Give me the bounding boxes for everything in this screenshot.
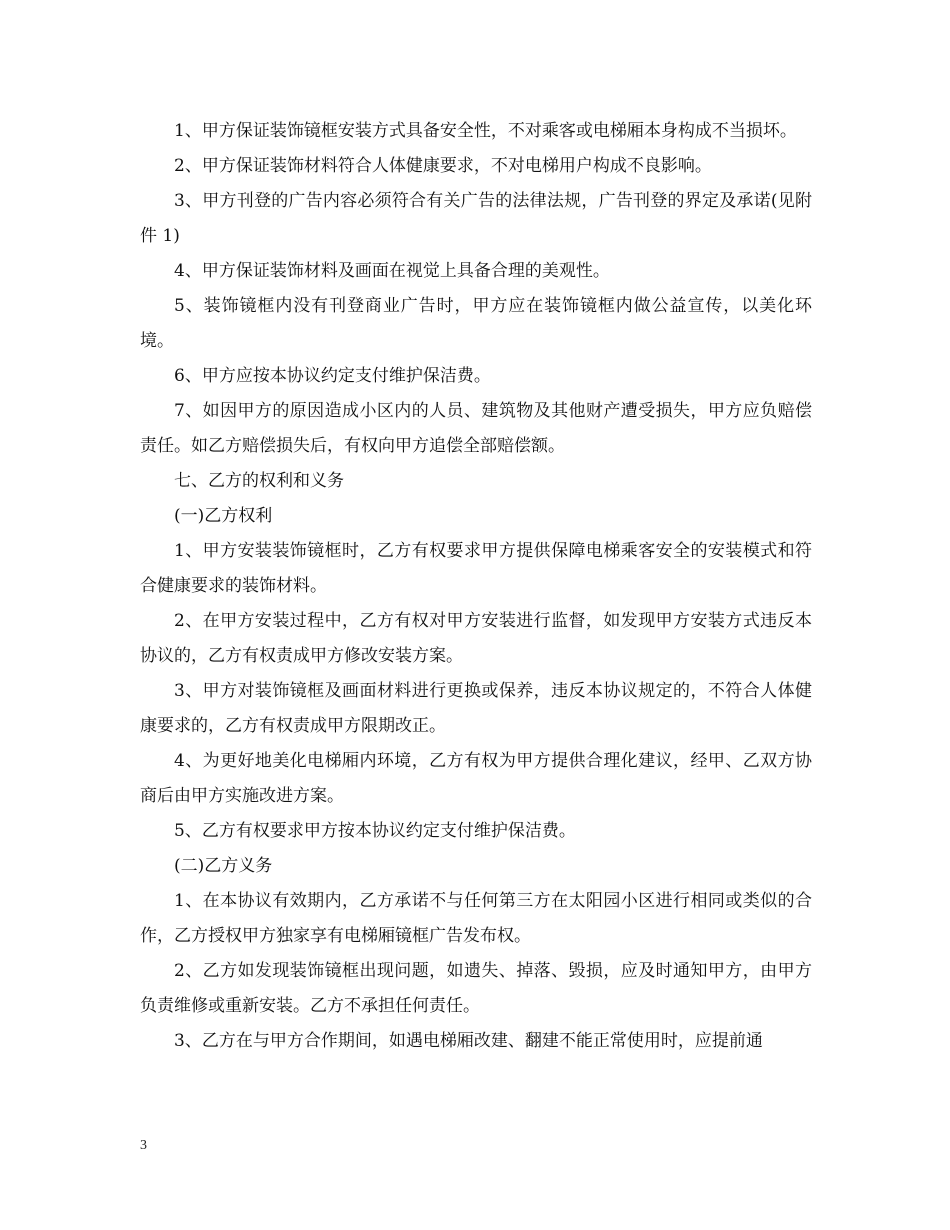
paragraph: 1、在本协议有效期内，乙方承诺不与任何第三方在太阳园小区进行相同或类似的合作，乙方授权甲方独家享有电梯厢镜框广告发布权。 <box>140 891 812 946</box>
paragraph: 4、为更好地美化电梯厢内环境，乙方有权为甲方提供合理化建议，经甲、乙双方协商后由甲方实施改进方案。 <box>140 751 812 806</box>
paragraph: 2、在甲方安装过程中，乙方有权对甲方安装进行监督，如发现甲方安装方式违反本协议的，乙方有权责成甲方修改安装方案。 <box>140 611 812 666</box>
paragraph: 3、甲方刊登的广告内容必须符合有关广告的法律法规，广告刊登的界定及承诺(见附件 1) <box>140 191 812 246</box>
page-number: 3 <box>140 1138 147 1153</box>
paragraph: 6、甲方应按本协议约定支付维护保洁费。 <box>174 366 491 386</box>
paragraph: 5、乙方有权要求甲方按本协议约定支付维护保洁费。 <box>174 821 576 841</box>
paragraph: 1、甲方安装装饰镜框时，乙方有权要求甲方提供保障电梯乘客安全的安装模式和符合健康要求的装饰材料。 <box>140 541 812 596</box>
paragraph: 3、甲方对装饰镜框及画面材料进行更换或保养，违反本协议规定的，不符合人体健康要求的，乙方有权责成甲方限期改正。 <box>140 681 812 736</box>
subsection-heading: (二)乙方义务 <box>174 856 273 876</box>
paragraph: 2、乙方如发现装饰镜框出现问题，如遗失、掉落、毁损，应及时通知甲方，由甲方负责维修或重新安装。乙方不承担任何责任。 <box>140 961 812 1016</box>
paragraph: 1、甲方保证装饰镜框安装方式具备安全性，不对乘客或电梯厢本身构成不当损坏。 <box>174 121 797 141</box>
section-heading: 七、乙方的权利和义务 <box>174 471 344 491</box>
paragraph: 3、乙方在与甲方合作期间，如遇电梯厢改建、翻建不能正常使用时，应提前通 <box>174 1031 763 1051</box>
document-body <box>140 114 812 1059</box>
paragraph: 7、如因甲方的原因造成小区内的人员、建筑物及其他财产遭受损失，甲方应负赔偿责任。如乙方赔偿损失后，有权向甲方追偿全部赔偿额。 <box>140 401 812 456</box>
paragraph: 5、装饰镜框内没有刊登商业广告时，甲方应在装饰镜框内做公益宣传，以美化环境。 <box>140 296 812 351</box>
paragraph: 2、甲方保证装饰材料符合人体健康要求，不对电梯用户构成不良影响。 <box>174 156 712 176</box>
paragraph: 4、甲方保证装饰材料及画面在视觉上具备合理的美观性。 <box>174 261 610 281</box>
subsection-heading: (一)乙方权利 <box>174 506 273 526</box>
